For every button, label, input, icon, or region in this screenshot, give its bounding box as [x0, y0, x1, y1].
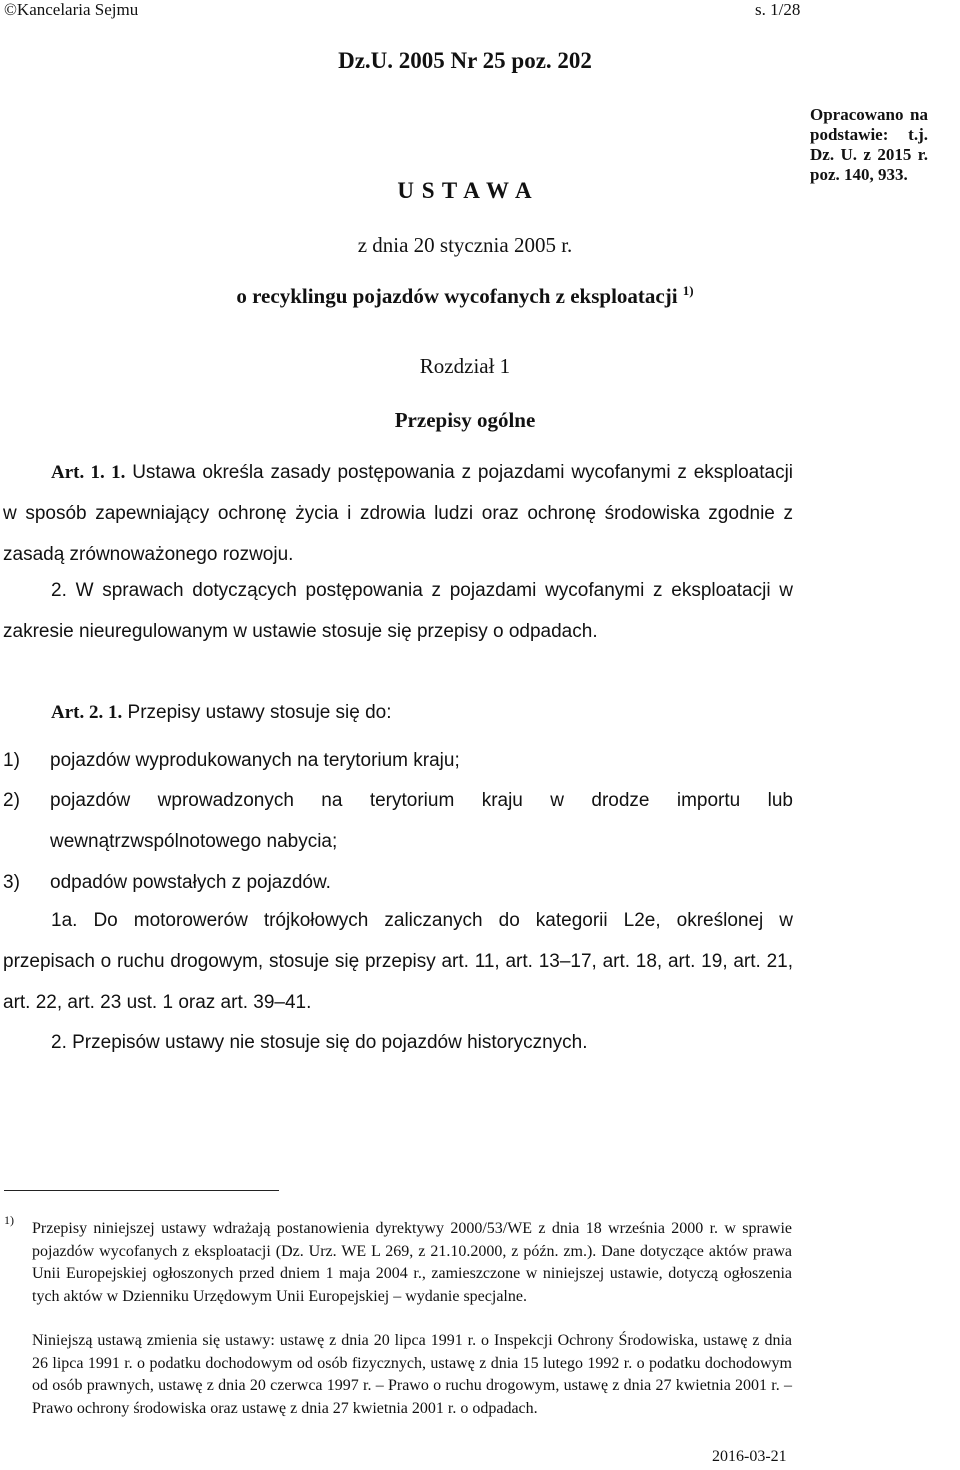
footnote-mark: 1): [4, 1213, 14, 1227]
list-item-number: 1): [3, 750, 20, 771]
paragraph-text: Ustawa określa zasady postępowania z pojazdami wycofanymi z eksploatacji w sposób zapewniający ochronę życia i zdrowia ludzi oraz ochronę środowiska zgodnie z zasadą zrównoważonego rozwoju.: [3, 462, 794, 565]
side-note: [810, 105, 928, 185]
side-note-line: poz. 140, 933.: [810, 165, 908, 184]
article-label: Art. 2. 1.: [51, 702, 123, 723]
article-2-paragraph-1a: 1a. Do motorowerów trójkołowych zaliczanych do kategorii L2e, określonej w przepisach o ruchu drogowym, stosuje się przepisy art. 11, art. 13–17, art. 18, art. 19, art. 21, art. 22, art. 23 ust. 1 oraz art. 39–41.: [3, 910, 793, 1013]
chapter-number: Rozdział 1: [419, 354, 511, 378]
footnote-text: Niniejszą ustawą zmienia się ustawy: ustawę z dnia 20 lipca 1991 r. o Inspekcji Ochrony Środowiska, ustawę z dnia 26 lipca 1991 r. o podatku dochodowym od osób fizycznych, ustawę z dnia 15 lutego 1992 r. o podatku dochodowym od osób prawnych, ustawę z dnia 20 czerwca 1997 r. – Prawo o ruchu drogowym, ustawę z dnia 27 kwietnia 2001 r. – Prawo ochrony środowiska oraz ustawę z dnia 27 kwietnia 2001 r. o odpadach.: [32, 1332, 792, 1417]
side-note-line: Opracowano na: [810, 105, 928, 124]
footnote-text: Przepisy niniejszej ustawy wdrażają postanowienia dyrektywy 2000/53/WE z dnia 18 września 2000 r. w sprawie pojazdów wycofanych z eksploatacji (Dz. Urz. WE L 269, z 21.10.2000, z późn. zm.). Dane dotyczące aktów prawa Unii Europejskiej ogłoszonych przed dniem 1 maja 2004 r., zamieszczone w niniejszej ustawie, dotyczą ogłoszenia tych aktów w Dzienniku Urzędowym Unii Europejskiej – wydanie specjalne.: [32, 1220, 792, 1305]
header-copyright: ©Kancelaria Sejmu: [4, 0, 139, 19]
article-1-paragraph-2: 2. W sprawach dotyczących postępowania z pojazdami wycofanymi z eksploatacji w zakresie nieuregulowanym w ustawie stosuje się przepisy o odpadach.: [3, 580, 793, 642]
list-item-number: 3): [3, 872, 20, 893]
side-note-line: Dz. U. z 2015 r.: [810, 145, 928, 164]
list-item-text: pojazdów wyprodukowanych na terytorium kraju;: [50, 750, 460, 771]
act-type: U S T A W A: [397, 178, 533, 203]
page-number: s. 1/28: [755, 0, 801, 19]
chapter-title: Przepisy ogólne: [394, 408, 536, 432]
list-item-text: pojazdów wprowadzonych na terytorium kraju w drodze importu lub wewnątrzwspólnotowego nabycia;: [50, 790, 793, 852]
act-title: [0, 283, 930, 309]
footer-date: 2016-03-21: [712, 1448, 787, 1465]
journal-reference: Dz.U. 2005 Nr 25 poz. 202: [338, 48, 592, 73]
article-2-paragraph-2: 2. Przepisów ustawy nie stosuje się do pojazdów historycznych.: [51, 1032, 588, 1053]
footnote-reference: 1): [682, 283, 694, 298]
article-label: Art. 1. 1.: [51, 462, 126, 483]
act-title-text: o recyklingu pojazdów wycofanych z eksploatacji: [236, 284, 678, 308]
side-note-line: podstawie: t.j.: [810, 125, 928, 144]
list-item: [3, 740, 793, 781]
list-item-text: odpadów powstałych z pojazdów.: [50, 872, 331, 893]
article-1-paragraph-1: [3, 452, 793, 575]
list-item: [3, 862, 793, 903]
paragraph-text: Przepisy ustawy stosuje się do:: [127, 702, 392, 723]
footnote-divider: [4, 1190, 279, 1191]
list-item-number: 2): [3, 790, 20, 811]
list-item: [3, 780, 793, 862]
act-date: z dnia 20 stycznia 2005 r.: [357, 233, 573, 257]
article-2-paragraph-1: [3, 692, 793, 733]
